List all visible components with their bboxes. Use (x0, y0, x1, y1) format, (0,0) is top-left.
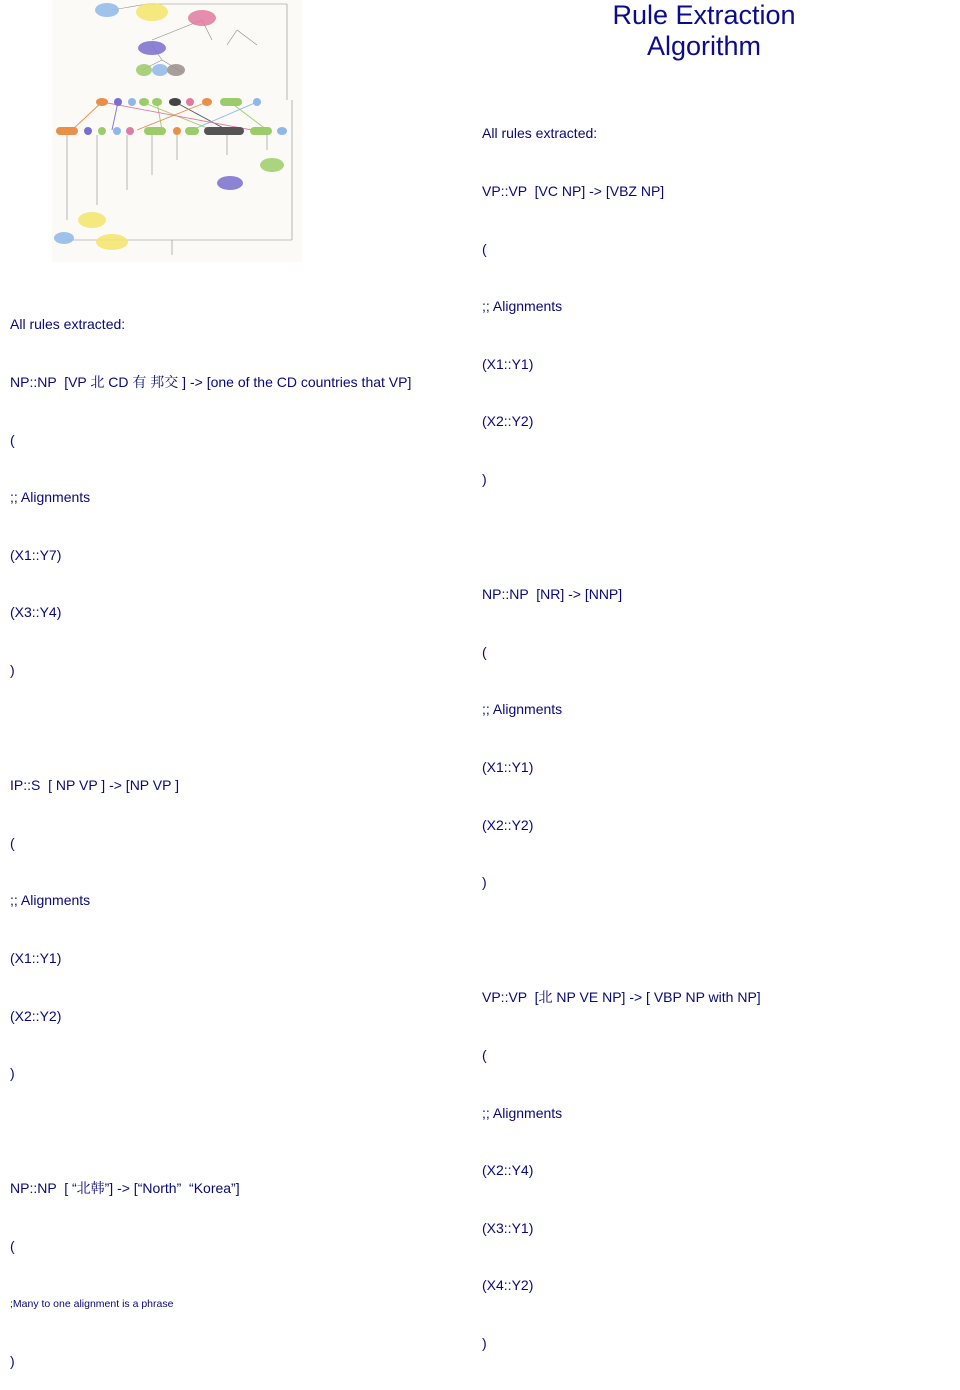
slide-title-line2: Algorithm (646, 31, 762, 61)
rule-line: (X2::Y2) (482, 816, 534, 833)
rule-line: All rules extracted: (482, 125, 598, 142)
rule-line: NP::NP [VP 北 CD 有 邦交 ] -> [one of the CD countries that VP] (10, 374, 412, 390)
rule-line: NP::NP [ “北韩”] -> [“North” “Korea”] (10, 1180, 240, 1197)
rule-line: ;; Alignments (482, 1104, 563, 1121)
right-rules-block (482, 86, 761, 1372)
rule-line: ( (482, 643, 487, 660)
left-rules-block (10, 277, 411, 1390)
rule-line: VP::VP [VC NP] -> [VBZ NP] (482, 183, 665, 199)
rule-line: ;; Alignments (482, 298, 563, 315)
rule-line: ( (10, 431, 15, 448)
rule-line: ( (10, 1237, 15, 1254)
rule-line (10, 719, 411, 738)
rule-line: VP::VP [北 NP VE NP] -> [ VBP NP with NP] (482, 989, 761, 1006)
rule-line: ;; Alignments (482, 701, 563, 718)
rule-line: (X4::Y2) (482, 1277, 534, 1294)
rule-line: ;; Alignments (10, 892, 91, 909)
rule-line: IP::S [ NP VP ] -> [NP VP ] (10, 777, 179, 794)
rule-line (482, 528, 761, 547)
rule-comment: ;Many to one alignment is a phrase (10, 1297, 174, 1310)
rule-line: All rules extracted: (10, 316, 126, 333)
rule-line: (X1::Y1) (482, 355, 534, 372)
rule-line: ) (10, 661, 15, 678)
rule-line: (X2::Y2) (482, 413, 534, 430)
rule-line: ( (482, 240, 487, 257)
rule-line (482, 931, 761, 950)
rule-line: (X3::Y4) (10, 604, 62, 621)
rule-line (10, 1122, 411, 1141)
rule-line: (X2::Y4) (482, 1162, 534, 1179)
rule-line: ( (10, 834, 15, 851)
rule-line: ) (482, 470, 487, 487)
rule-line: ) (482, 874, 487, 891)
rule-line: (X1::Y1) (482, 758, 534, 775)
rule-line: ) (482, 1334, 487, 1351)
rule-line: (X1::Y1) (10, 949, 62, 966)
alignment-tree-figure (52, 0, 302, 262)
rule-line: ( (482, 1046, 487, 1063)
slide-title (554, 0, 854, 62)
rule-line: ;; Alignments (10, 489, 91, 506)
rule-line: ) (10, 1065, 15, 1082)
rule-line: (X1::Y7) (10, 546, 62, 563)
rule-line: NP::NP [NR] -> [NNP] (482, 586, 623, 603)
slide-title-line1: Rule Extraction (612, 0, 796, 30)
rule-line: ) (10, 1353, 15, 1370)
rule-line: (X3::Y1) (482, 1219, 534, 1236)
rule-line: (X2::Y2) (10, 1007, 62, 1024)
